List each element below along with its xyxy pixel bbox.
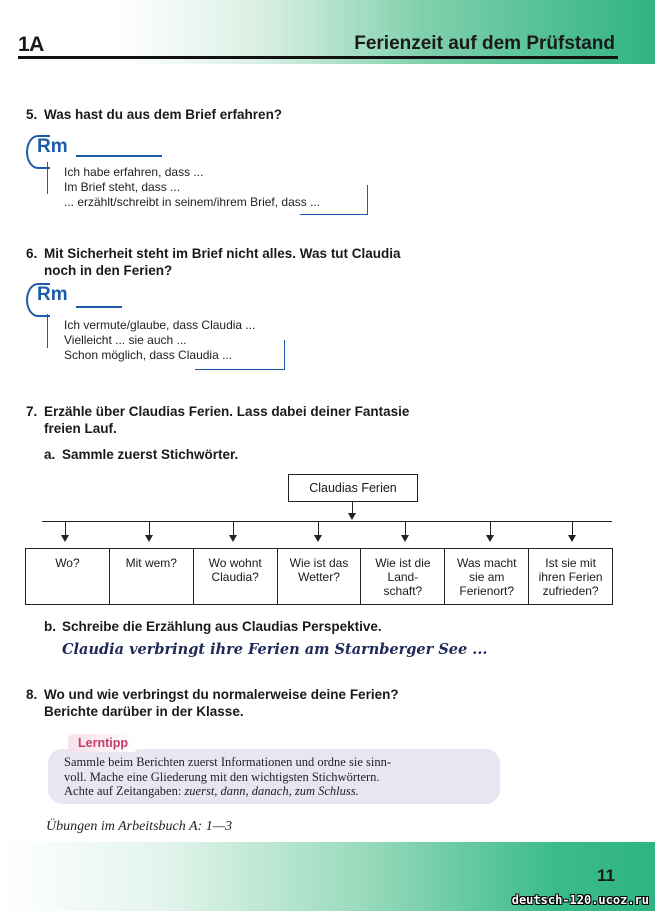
handwritten-example: Claudia verbringt ihre Ferien am Starnberger See ... [62, 641, 488, 658]
task-5 [26, 106, 282, 123]
task-7-question-line1: Erzähle über Claudias Ferien. Lass dabei deiner Fantasie [44, 404, 410, 419]
lerntipp-line3-prefix: Achte auf Zeitangaben: [64, 784, 182, 798]
phrase: Vielleicht ... sie auch ... [64, 333, 187, 347]
task-7b [44, 618, 382, 635]
lerntipp-label: Lerntipp [68, 734, 138, 752]
rm-label-5: Rm [37, 136, 68, 157]
rm-bracket-5 [47, 162, 48, 194]
diagram-cell [110, 549, 194, 604]
page-number: 11 [597, 866, 615, 885]
cell-line: Wie ist die [375, 556, 431, 570]
arrow-down-icon [314, 535, 322, 542]
rm-underline-6 [76, 306, 122, 308]
lerntipp-line [64, 784, 484, 799]
arrow-down-icon [401, 535, 409, 542]
task-6 [26, 245, 401, 279]
task-7a-text: Sammle zuerst Stichwörter. [62, 447, 239, 462]
task-6-question-line2: noch in den Ferien? [44, 263, 173, 278]
task-6-question-line1: Mit Sicherheit steht im Brief nicht alles. Was tut Claudia [44, 246, 401, 261]
diagram-stem [405, 521, 406, 536]
diagram-cell [361, 549, 445, 604]
cell-line: Wetter? [298, 570, 340, 584]
diagram-cell [194, 549, 278, 604]
task-8 [26, 686, 399, 720]
rm-corner-6 [195, 340, 285, 370]
phrase: Schon möglich, dass Claudia ... [64, 348, 233, 362]
cell-line: Wie ist das [289, 556, 349, 570]
cell-line: Wo? [55, 556, 80, 570]
arrow-down-icon [568, 535, 576, 542]
cell-line: Mit wem? [125, 556, 177, 570]
diagram-stem [572, 521, 573, 536]
phrase: ... erzählt/schreibt in seinem/ihrem Brief, dass ... [64, 195, 321, 209]
task-7-question-line2: freien Lauf. [44, 421, 117, 436]
rm-underline-5 [76, 155, 162, 157]
diagram-stem [490, 521, 491, 536]
diagram-cell [278, 549, 362, 604]
task-6-number: 6. [26, 246, 38, 261]
rm-label-6: Rm [37, 284, 68, 305]
diagram-cell [529, 549, 612, 604]
task-5-question: Was hast du aus dem Brief erfahren? [44, 107, 283, 122]
chapter-number: 1A [18, 33, 44, 56]
cell-line: Was macht [456, 556, 517, 570]
task-8-question-line2: Berichte darüber in der Klasse. [44, 704, 244, 719]
arrow-down-icon [145, 535, 153, 542]
diagram-stem [149, 521, 150, 536]
diagram-cell [26, 549, 110, 604]
rm-corner-5 [300, 185, 368, 215]
lerntipp-box [48, 749, 500, 804]
cell-line: Land- [387, 570, 419, 584]
task-7a-letter: a. [44, 447, 56, 462]
arrow-down-icon [61, 535, 69, 542]
phrase: Im Brief steht, dass ... [64, 180, 181, 194]
arrow-down-icon [229, 535, 237, 542]
diagram-stem [233, 521, 234, 536]
diagram-cells [25, 548, 613, 605]
rm-phrases-5 [64, 165, 320, 210]
cell-line: Claudia? [211, 570, 259, 584]
phrase: Ich vermute/glaube, dass Claudia ... [64, 318, 256, 332]
phrase: Ich habe erfahren, dass ... [64, 165, 204, 179]
watermark: deutsch-120.ucoz.ru [511, 893, 649, 907]
cell-line: sie am [469, 570, 505, 584]
task-7b-text: Schreibe die Erzählung aus Claudias Perspektive. [62, 619, 382, 634]
cell-line: Ist sie mit [545, 556, 596, 570]
cell-line: Wo wohnt [208, 556, 262, 570]
diagram-cell [445, 549, 529, 604]
arrow-down-icon [486, 535, 494, 542]
cell-line: schaft? [383, 584, 423, 598]
task-5-number: 5. [26, 107, 38, 122]
lerntipp-line: Sammle beim Berichten zuerst Informationen und ordne sie sinn- [64, 755, 391, 769]
diagram-stem [65, 521, 66, 536]
task-7b-letter: b. [44, 619, 56, 634]
cell-line: Ferienort? [459, 584, 515, 598]
diagram-bar [42, 521, 612, 522]
diagram-stem [318, 521, 319, 536]
exercise-reference: Übungen im Arbeitsbuch A: 1—3 [46, 819, 233, 834]
cell-line: ihren Ferien [538, 570, 603, 584]
page-title: Ferienzeit auf dem Prüfstand [354, 33, 615, 54]
arrow-down-icon [348, 513, 356, 520]
diagram-root-box: Claudias Ferien [288, 474, 418, 502]
task-7 [26, 403, 409, 437]
task-7a [44, 446, 238, 463]
lerntipp-line3-italic: zuerst, dann, danach, zum Schluss. [184, 784, 359, 798]
task-8-question-line1: Wo und wie verbringst du normalerweise deine Ferien? [44, 687, 399, 702]
header-divider [18, 56, 618, 59]
rm-bracket-6 [47, 314, 48, 348]
cell-line: zufrieden? [542, 584, 599, 598]
task-7-number: 7. [26, 404, 38, 419]
lerntipp-line: voll. Mache eine Gliederung mit den wichtigsten Stichwörtern. [64, 769, 380, 784]
task-8-number: 8. [26, 687, 38, 702]
